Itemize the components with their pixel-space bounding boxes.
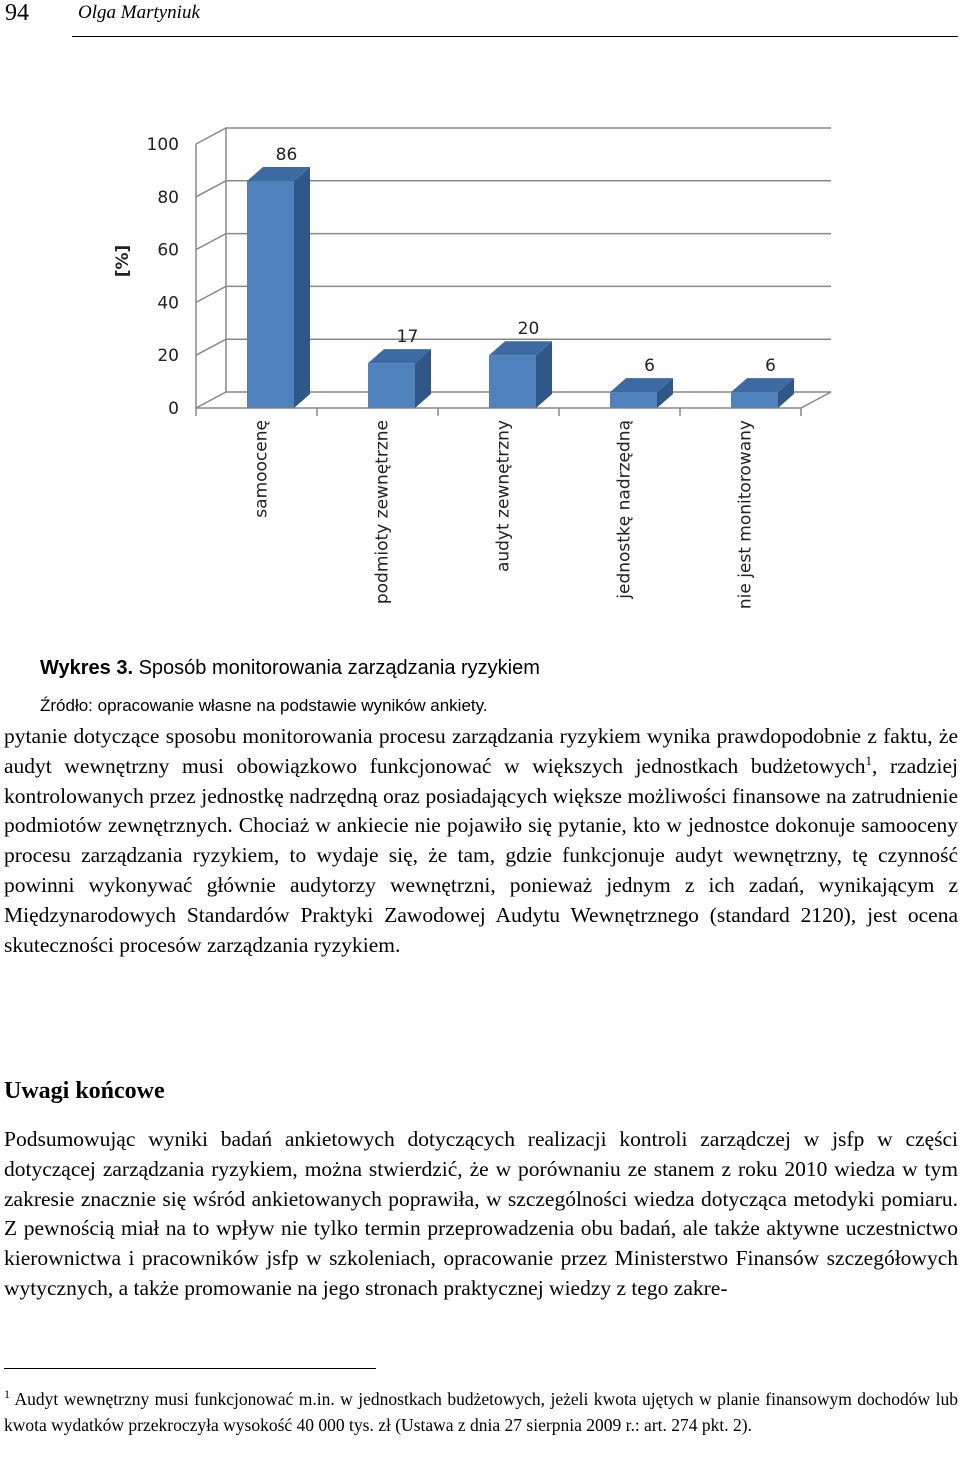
footnote (4, 1386, 958, 1438)
body-paragraph (4, 722, 958, 960)
chart-data-label: 86 (275, 144, 298, 165)
chart-categories (252, 420, 756, 609)
chart-bars (247, 167, 794, 408)
chart-gridline (196, 128, 831, 144)
chart-category-label: samoocenę (251, 420, 272, 518)
chart-y-tick-label: 20 (157, 346, 179, 367)
section-heading: Uwagi końcowe (4, 1078, 165, 1104)
footnote-mark: 1 (4, 1387, 10, 1402)
chart-y-tick-label: 80 (157, 187, 179, 208)
chart-bar-side (294, 167, 310, 408)
chart-y-axis-label: [%] (113, 244, 133, 278)
chart-bar (610, 378, 673, 408)
chart-data-label: 20 (517, 319, 540, 340)
chart-y-ticks (147, 135, 179, 419)
figure-source: Źródło: opracowanie własne na podstawie wyników ankiety. (40, 696, 488, 715)
paragraph-text: pytanie dotyczące sposobu monitorowania procesu zarządzania ryzykiem wynika prawdopodobnie z faktu, że audyt wewnętrzny musi obowiązkowo funkcjonować w większych jednostkach budżetowych (4, 724, 958, 778)
footnote-text: Audyt wewnętrzny musi funkcjonować m.in. w jednostkach budżetowych, jeżeli kwota ujętych w planie finansowym dochodów lub kwota wydatków przekroczyła wysokość 40 000 tys. zł (Ustawa z dnia 27 sierpnia 2009 r.: art. 274 pkt. 2). (4, 1389, 958, 1435)
chart-category-label: jednostkę nadrzędną (614, 420, 635, 599)
page-number: 94 (5, 0, 29, 26)
figure-caption-label: Wykres 3. (40, 657, 134, 679)
chart-y-tick-label: 0 (168, 399, 179, 419)
chart-y-tick-label: 100 (146, 135, 179, 155)
footnote-reference[interactable]: 1 (865, 752, 872, 768)
chart-bar-front (489, 355, 536, 408)
chart-bar-front (247, 181, 294, 408)
paragraph-text: , rzadziej kontrolowanych przez jednostkę nadrzędną oraz posiadających większe możliwości finansowe na zatrudnienie podmiotów zewnętrznych. Chociaż w ankiecie nie pojawiło się pytanie, kto w jednostce dokonuje samooceny procesu zarządzania ryzykiem, to wydaje się, że tam, gdzie funkcjonuje audyt wewnętrzny, tę czynność powinni wykonywać głównie audytorzy wewnętrzni, ponieważ jednym z ich zadań, wynikającym z Międzynarodowych Standardów Praktyki Zawodowej Audytu Wewnętrznego (standard 2120), jest ocena skuteczności procesów zarządzania ryzykiem. (4, 753, 958, 957)
header-rule (72, 36, 958, 37)
chart-y-tick-label: 60 (157, 240, 179, 261)
chart-bar (489, 341, 552, 408)
chart-y-tick-label: 40 (157, 293, 179, 314)
page-header (0, 0, 960, 40)
chart-bar (368, 349, 431, 408)
chart-category-label: audyt zewnętrzny (493, 420, 514, 573)
running-head: Olga Martyniuk (78, 2, 200, 23)
chart-category-label: podmioty zewnętrzne (372, 420, 393, 605)
chart-bar-front (610, 392, 657, 408)
figure-caption (40, 656, 540, 680)
chart-bar (247, 167, 310, 408)
chart-bar-front (368, 363, 415, 408)
chart-bar-front (731, 392, 778, 408)
chart-data-label: 17 (396, 327, 419, 348)
chart-data-label: 6 (765, 356, 776, 377)
chart-bar (731, 378, 794, 408)
body-paragraph: Podsumowując wyniki badań ankietowych dotyczących realizacji kontroli zarządczej w jsfp w części dotyczącej zarządzania ryzykiem, można stwierdzić, że w porównaniu ze stanem z roku 2010 wiedza w tym zakresie znacznie się wśród ankietowanych poprawiła, w szczególności wiedza dotycząca metodyki pomiaru. Z pewnością miał na to wpływ nie tylko termin przeprowadzenia obu badań, ale także aktywne uczestnictwo kierownictwa i pracowników jsfp w szkoleniach, opracowanie przez Ministerstwo Finansów szczegółowych wytycznych, a także promowanie na jego stronach praktycznej wiedzy z tego zakre- (4, 1127, 958, 1300)
bar-chart (0, 95, 960, 635)
figure-caption-text: Sposób monitorowania zarządzania ryzykiem (133, 657, 540, 679)
chart-category-label: nie jest monitorowany (735, 420, 756, 610)
chart-data-label: 6 (644, 356, 655, 377)
footnote-rule (4, 1368, 376, 1369)
